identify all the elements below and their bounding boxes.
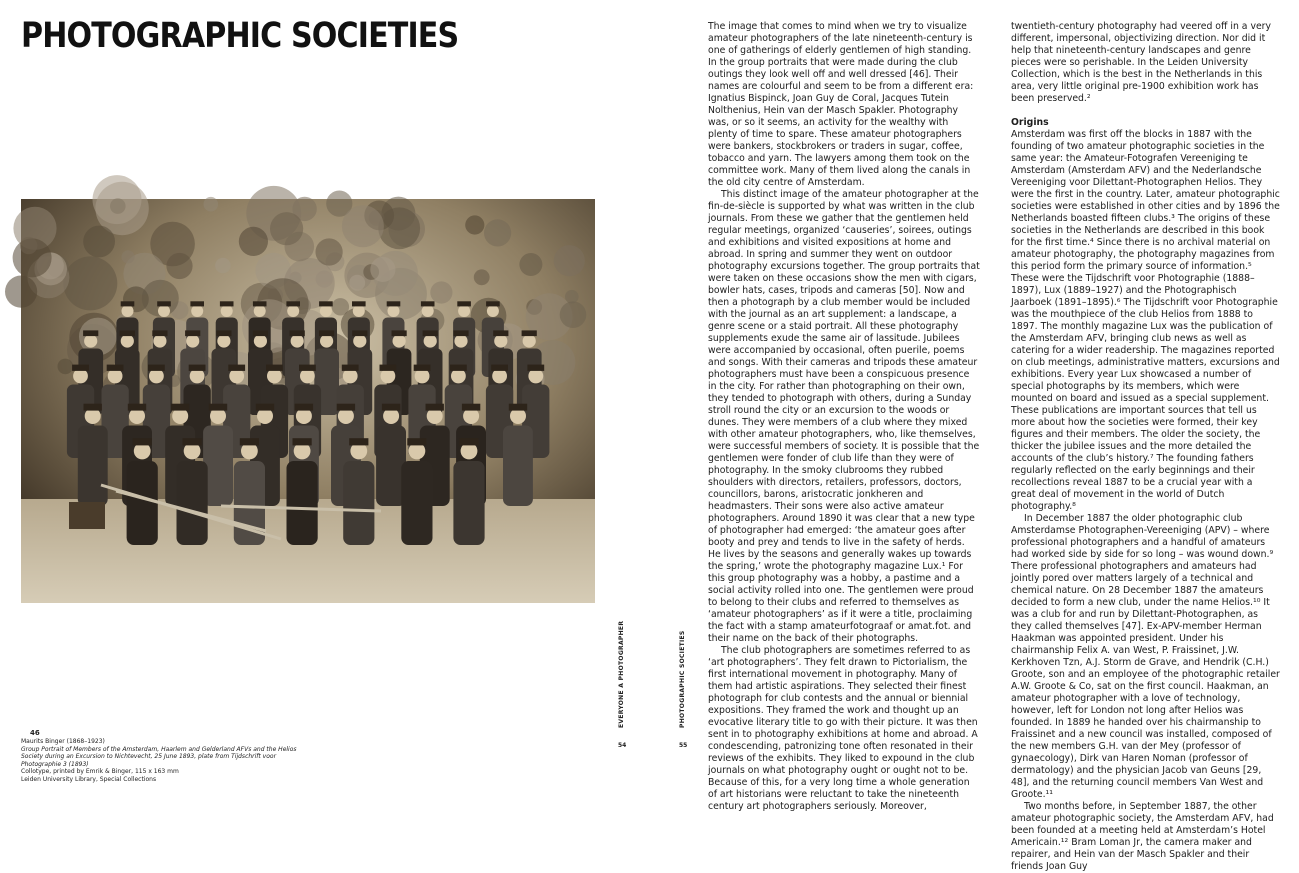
folio-right: 55 — [679, 742, 688, 749]
paragraph: Amsterdam was first off the blocks in 1887 with the founding of two amateur photographic societies in the same year: the Amateur-Fotografen Vereeniging te Amsterdam (Amsterdam AFV) and the Nederlandsche Vereeniging voor Dilettant-Photographen Helios. They were the first in the country. Later, amateur photographic societies were established in other cities and by 1896 the Netherlands boasted fifteen clubs.³ The origins of these societies in the Netherlands are described in this book for the first time.⁴ Since there is no archival material on amateur photography, the photography magazines from this period form the primary source of information.⁵ These were the Tijdschrift voor Photographie (1888–1897), Lux (1889–1927) and the Photographisch Jaarboek (1891–1895).⁶ The Tijdschrift voor Photographie was the mouthpiece of the club Helios from 1888 to 1897. The monthly magazine Lux was the publication of the Amsterdam AFV, bringing club news as well as catering for a wider readership. The magazines reported on club meetings, administrative matters, excursions and exhibitions. Every year Lux showcased a number of special photographs by its members, which were mounted on board and issued as a special supplement. These publications are important sources that tell us more about how the societies were formed, their key figures and their members. The older the society, the thicker the jubilee issues and the more detailed the accounts of the club’s history.⁷ The founding fathers regularly reflected on the early beginnings and their recollections reveal 1887 to be a crucial year with a great deal of movement in the world of Dutch photography.⁸ — [1011, 129, 1280, 512]
paragraph: This distinct image of the amateur photographer at the fin-de-siècle is supported by what was written in the club journals. From these we gather that the gentlemen held regular meetings, organized ‘causeries’, soirees, outings and exhibitions and visited expositions at home and abroad. In spring and summer they went on outdoor photography excursions together. The group portraits that were taken on these occasions show the men with cigars, bowler hats, cases, tripods and cameras [50]. Now and then a photograph by a club member would be included with the journal as an art supplement: a landscape, a genre scene or a staid portrait. All these photography supplements exude the same air of lassitude. Jubilees were accompanied by occasional, often puerile, poems and songs. With their cameras and tripods these amateur photographers must have been a conspicuous presence in the city. For rather than photographing on their own, they tended to photograph with others, during a Sunday stroll round the city or an excursion to the woods or dunes. They were members of a club where they mixed with other amateur photographers, who, like themselves, were successful members of society. It is possible that the gentlemen were fonder of club life than they were of photography. In the smoky clubrooms they rubbed shoulders with directors, retailers, professors, doctors, councillors, barons, aristocratic jonkheren and headmasters. Their sons were also active amateur photographers. Around 1890 it was clear that a new type of photographer had emerged: ‘the amateur goes after booty and prey and tends to live in the safety of herds. He lives by the seasons and generally wakes up towards the spring,’ wrote the photography magazine Lux.¹ For this group photography was a hobby, a pastime and a social activity rolled into one. The gentlemen were proud to belong to their clubs and referred to themselves as ‘amateur photographers’ as if it were a title, proclaiming the fact with a stamp amateurfotograaf or amat.fot. and their name on the back of their photographs. — [708, 189, 980, 644]
caption-line: Collotype, printed by Emrik & Binger, 115 x 163 mm — [21, 768, 179, 776]
folio-left: 54 — [618, 742, 627, 749]
group-portrait-photograph — [21, 199, 595, 603]
paragraph: The club photographers are sometimes referred to as ‘art photographers’. They felt drawn to Pictorialism, the first international movement in photography. Many of them had artistic aspirations. They selected their finest photograph for club contests and the annual or biennial expositions. They framed the work and thought up an evocative literary title to go with their picture. It was then sent in to photography exhibitions at home and abroad. A condescending, patronizing tone often resonated in their reviews of the exhibits. They liked to expound in the club journals on what photography ought or ought not to be. Because of this, for a very long time a whole generation of art historians were reluctant to take the nineteenth century art photographers seriously. Moreover, — [708, 645, 978, 812]
paragraph: twentieth-century photography had veered off in a very different, impersonal, objectivizing direction. Nor did it help that nineteenth-century landscapes and genre pieces were so perishable. In the Leiden University Collection, which is the best in the Netherlands in this area, very little original pre-1900 exhibition work has been preserved.² — [1011, 21, 1271, 104]
text-column-left — [708, 21, 980, 811]
paragraph: Two months before, in September 1887, the other amateur photographic society, the Amsterdam AFV, had been founded at a meeting held at Amsterdam’s Hotel Americain.¹² Bram Loman Jr, the camera maker and repairer, and Hein van der Masch Spakler and their friends Joan Guy — [1011, 801, 1274, 872]
running-head-right: PHOTOGRAPHIC SOCIETIES — [679, 630, 686, 728]
photo-caption — [21, 729, 321, 784]
caption-number: 46 — [30, 729, 40, 737]
page-title: PHOTOGRAPHIC SOCIETIES — [21, 16, 459, 56]
text-column-right — [1011, 21, 1280, 872]
caption-line: Photographie 3 (1893) — [21, 760, 89, 768]
caption-line: Leiden University Library, Special Collections — [21, 775, 157, 783]
caption-line: Group Portrait of Members of the Amsterdam, Haarlem and Gelderland AFVs and the Helios — [21, 745, 297, 753]
caption-line: Maurits Binger (1868–1923) — [21, 738, 105, 745]
running-head-left: EVERYONE A PHOTOGRAPHER — [618, 620, 625, 728]
caption-line: Society during an Excursion to Nichtevecht, 25 June 1893, plate from Tijdschrift voor — [21, 753, 277, 761]
paragraph: In December 1887 the older photographic club Amsterdamse Photographen-Vereeniging (APV) – where professional photographers and a handful of amateurs had worked side by side for so long – was wound down.⁹ There professional photographers and amateurs had jointly pored over matters largely of a technical and chemical nature. On 28 December 1887 the amateurs decided to form a new club, under the name Helios.¹⁰ It was a club for and run by Dilettant-Photographen, as they called themselves [47]. Ex-APV-member Herman Haakman was appointed president. Under his chairmanship Felix A. van West, P. Fraissinet, J.W. Kerkhoven Tzn, A.J. Storm de Grave, and Hendrik (C.H.) Groote, son and an employee of the photographic retailer A.W. Groote & Co, sat on the first council. Haakman, an amateur photographer with a love of technology, however, left for London not long after Helios was founded. In 1889 he handed over his chairmanship to Fraissinet and a new council was installed, composed of the new members G.H. van der Mey (professor of gynaecology), Dirk van Haren Noman (professor of dermatology) and the physician Jacob van Geuns [29, 48], and the returning council members Van West and Groote.¹¹ — [1011, 513, 1280, 800]
section-heading: Origins — [1011, 117, 1049, 128]
paragraph: The image that comes to mind when we try to visualize amateur photographers of the late nineteenth-century is one of gatherings of elderly gentlemen of high standing. In the group portraits that were made during the club outings they look well off and well dressed [46]. Their names are colourful and seem to be from a different era: Ignatius Bispinck, Joan Guy de Coral, Jacques Tutein Nolthenius, Hein van der Masch Spakler. Photography was, or so it seems, an activity for the wealthy with plenty of time to spare. These amateur photographers were bankers, stockbrokers or traders in sugar, coffee, tobacco and yarn. The lawyers among them took on the committee work. Many of them lived along the canals in the old city centre of Amsterdam. — [708, 21, 974, 188]
